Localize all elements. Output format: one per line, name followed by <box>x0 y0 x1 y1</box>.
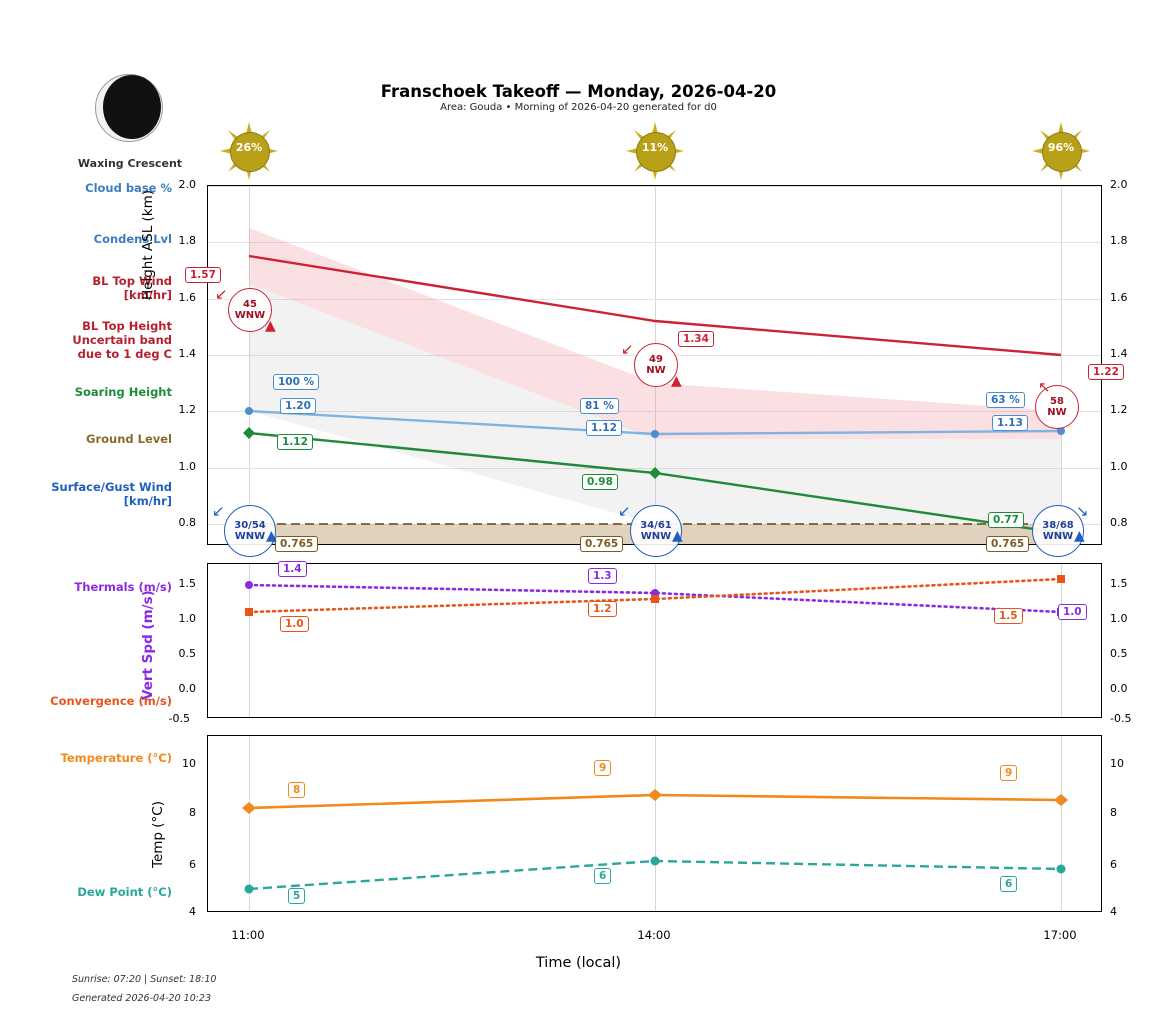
legend-soaring-height: Soaring Height <box>74 385 172 399</box>
value-thermals-1100: 1.4 <box>278 561 307 577</box>
sun-cover-pct: 96% <box>1047 141 1075 154</box>
ytick-p3-r-8: 8 <box>1110 806 1117 819</box>
value-temp-1400: 9 <box>594 760 611 776</box>
ytick-p1-r-1.2: 1.2 <box>1110 403 1128 416</box>
sun-icon-1400 <box>626 122 684 180</box>
value-thermals-1700: 1.0 <box>1058 604 1087 620</box>
bl-top-wind-1100: 45 WNW <box>228 288 272 332</box>
ytick-p1-l-1.6: 1.6 <box>178 291 196 304</box>
value-condens-1100: 1.20 <box>280 398 316 414</box>
xtick-1700: 17:00 <box>1043 928 1077 942</box>
value-ground-1100: 0.765 <box>275 536 318 552</box>
value-soaring-1100: 1.12 <box>277 434 313 450</box>
ytick-p3-l-8: 8 <box>189 806 196 819</box>
value-soaring-1400: 0.98 <box>582 474 618 490</box>
ytick-p1-l-2.0: 2.0 <box>178 178 196 191</box>
temperature-plot <box>208 736 1101 911</box>
ytick-p2-r--0.5: -0.5 <box>1110 712 1132 725</box>
ytick-p3-l-6: 6 <box>189 858 196 871</box>
value-bltop-1400: 1.34 <box>678 331 714 347</box>
ytick-p2-l-0.0: 0.0 <box>178 682 196 695</box>
ytick-p3-r-6: 6 <box>1110 858 1117 871</box>
panel1-ylabel: Height ASL (km) <box>140 189 156 300</box>
chart-panel-vertspd <box>207 563 1102 718</box>
ytick-p1-l-0.8: 0.8 <box>178 516 196 529</box>
surface-wind-tick-1100: ▲ <box>266 528 277 544</box>
bl-top-wind-tick-1100: ▲ <box>265 318 276 334</box>
value-dew-1700: 6 <box>1000 876 1017 892</box>
ytick-p2-r-1.0: 1.0 <box>1110 612 1128 625</box>
panel-xlabel: Time (local) <box>535 955 622 971</box>
value-thermals-1400: 1.3 <box>588 568 617 584</box>
legend-ground-level: Ground Level <box>86 432 172 446</box>
ytick-p1-r-1.4: 1.4 <box>1110 347 1128 360</box>
legend-surface-gust-wind: Surface/Gust Wind [km/hr] <box>51 480 172 508</box>
value-condens-1700: 1.13 <box>992 415 1028 431</box>
value-dew-1400: 6 <box>594 868 611 884</box>
legend-dew-point: Dew Point (°C) <box>77 885 172 899</box>
footer-sun-times: Sunrise: 07:20 | Sunset: 18:10 <box>72 974 217 985</box>
ytick-p1-l-1.0: 1.0 <box>178 460 196 473</box>
legend-condens-lvl: Condens Lvl <box>93 232 172 246</box>
surface-wind-1700: 38/68 WNW <box>1032 505 1084 557</box>
value-bltop-1100: 1.57 <box>185 267 221 283</box>
panel3-ylabel: Temp (°C) <box>150 801 166 868</box>
xtick-1100: 11:00 <box>231 928 265 942</box>
sun-icon-1700 <box>1032 122 1090 180</box>
ytick-p1-r-1.6: 1.6 <box>1110 291 1128 304</box>
legend-bl-top-height: BL Top Height Uncertain band due to 1 deg C <box>72 319 172 361</box>
panel2-ylabel: Vert Spd (m/s) <box>140 590 156 700</box>
surface-wind-arrow-1400: ↙ <box>618 502 631 520</box>
page-title: Franschoek Takeoff — Monday, 2026-04-20 <box>380 82 777 101</box>
ytick-p2-l--0.5: -0.5 <box>168 712 190 725</box>
ytick-p1-l-1.2: 1.2 <box>178 403 196 416</box>
value-ground-1700: 0.765 <box>986 536 1029 552</box>
ytick-p1-l-1.4: 1.4 <box>178 347 196 360</box>
bl-top-wind-arrow-1100: ↙ <box>215 285 228 303</box>
ytick-p1-l-1.8: 1.8 <box>178 234 196 247</box>
ytick-p3-r-4: 4 <box>1110 905 1117 918</box>
surface-wind-tick-1400: ▲ <box>672 528 683 544</box>
ytick-p2-l-1.0: 1.0 <box>178 612 196 625</box>
ytick-p1-r-1.8: 1.8 <box>1110 234 1128 247</box>
value-temp-1100: 8 <box>288 782 305 798</box>
sun-cover-pct: 26% <box>235 141 263 154</box>
bl-top-wind-tick-1400: ▲ <box>671 373 682 389</box>
legend-bl-top-wind: BL Top Wind [km/hr] <box>92 274 172 302</box>
bl-top-wind-arrow-1400: ↙ <box>621 340 634 358</box>
ytick-p2-l-0.5: 0.5 <box>178 647 196 660</box>
value-cloudbase-1100: 100 % <box>273 374 319 390</box>
surface-wind-arrow-1700: ↘ <box>1076 502 1089 520</box>
vertspd-plot <box>208 564 1101 717</box>
surface-wind-1400: 34/61 WNW <box>630 505 682 557</box>
ytick-p1-r-2.0: 2.0 <box>1110 178 1128 191</box>
moon-phase-label: Waxing Crescent <box>77 157 183 170</box>
legend-cloud-base: Cloud base % <box>85 181 172 195</box>
ytick-p2-l-1.5: 1.5 <box>178 577 196 590</box>
value-temp-1700: 9 <box>1000 765 1017 781</box>
value-bltop-1700: 1.22 <box>1088 364 1124 380</box>
legend-temperature: Temperature (°C) <box>60 751 172 765</box>
ytick-p3-l-4: 4 <box>189 905 196 918</box>
chart-panel-temperature <box>207 735 1102 912</box>
value-convergence-1100: 1.0 <box>280 616 309 632</box>
value-ground-1400: 0.765 <box>580 536 623 552</box>
surface-wind-arrow-1100: ↙ <box>212 502 225 520</box>
footer-generated: Generated 2026-04-20 10:23 <box>72 993 212 1004</box>
ytick-p2-r-0.5: 0.5 <box>1110 647 1128 660</box>
ytick-p2-r-0.0: 0.0 <box>1110 682 1128 695</box>
value-dew-1100: 5 <box>288 888 305 904</box>
value-convergence-1700: 1.5 <box>994 608 1023 624</box>
ytick-p2-r-1.5: 1.5 <box>1110 577 1128 590</box>
value-condens-1400: 1.12 <box>586 420 622 436</box>
sun-icon-1100 <box>220 122 278 180</box>
value-soaring-1700: 0.77 <box>988 512 1024 528</box>
value-convergence-1400: 1.2 <box>588 601 617 617</box>
bl-top-wind-arrow-1700: ↖ <box>1038 378 1051 396</box>
ytick-p3-l-10: 10 <box>182 757 196 770</box>
moon-phase-icon <box>95 74 163 142</box>
sun-cover-pct: 11% <box>641 141 669 154</box>
surface-wind-1100: 30/54 WNW <box>224 505 276 557</box>
ytick-p1-r-0.8: 0.8 <box>1110 516 1128 529</box>
page-subtitle: Area: Gouda • Morning of 2026-04-20 generated for d0 <box>440 102 717 113</box>
ytick-p1-r-1.0: 1.0 <box>1110 460 1128 473</box>
legend-convergence: Convergence (m/s) <box>50 694 172 708</box>
value-cloudbase-1400: 81 % <box>580 398 619 414</box>
xtick-1400: 14:00 <box>637 928 671 942</box>
ytick-p3-r-10: 10 <box>1110 757 1124 770</box>
value-cloudbase-1700: 63 % <box>986 392 1025 408</box>
bl-top-wind-1700: 58 NW <box>1035 385 1079 429</box>
bl-top-wind-1400: 49 NW <box>634 343 678 387</box>
legend-thermals: Thermals (m/s) <box>74 580 172 594</box>
surface-wind-tick-1700: ▲ <box>1074 528 1085 544</box>
